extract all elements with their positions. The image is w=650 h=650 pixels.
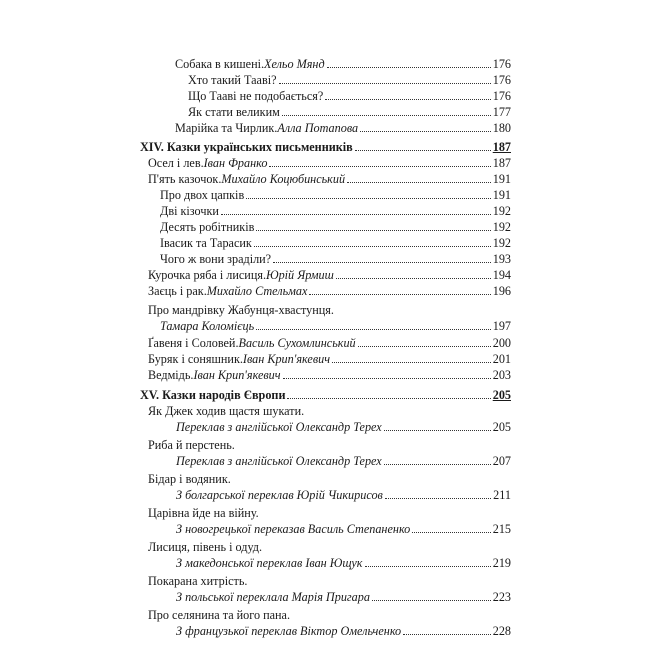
toc-entry	[176, 555, 511, 571]
entry-translator: Переклав з англійської Олександр Терех	[176, 454, 382, 468]
entry-title: Про двох цапків	[160, 188, 245, 202]
entry-title: Заєць і рак.	[148, 284, 207, 298]
entry-page: 177	[492, 105, 511, 119]
entry-author: Михайло Стельмах	[206, 284, 308, 298]
entry-translator: З македонської переклав Іван Ющук	[176, 556, 363, 570]
entry-page: 207	[492, 454, 511, 468]
dot-leader	[282, 115, 491, 116]
dot-leader	[332, 362, 491, 363]
entry-title: П'ять казочок.	[148, 172, 222, 186]
toc-entry	[148, 283, 511, 299]
entry-page: 203	[492, 368, 511, 382]
toc-entry	[148, 171, 511, 187]
entry-page: 196	[492, 284, 511, 298]
dot-leader	[246, 198, 491, 199]
toc-entry	[160, 318, 511, 334]
toc-entry	[176, 453, 511, 469]
entry-title: Осел і лев.	[148, 156, 204, 170]
section-heading	[140, 387, 511, 403]
entry-title: Покарана хитрість.	[148, 574, 248, 588]
dot-leader	[283, 378, 491, 379]
entry-title: Дві кізочки	[160, 204, 219, 218]
entry-title: Собака в кишені.	[175, 57, 265, 71]
entry-page: 205	[492, 420, 511, 434]
dot-leader	[384, 430, 491, 431]
entry-translator: З польської переклала Марія Пригара	[176, 590, 370, 604]
dot-leader	[256, 329, 491, 330]
entry-author: Іван Франко	[203, 156, 268, 170]
entry-page: 192	[492, 204, 511, 218]
entry-title: Як стати великим	[188, 105, 280, 119]
dot-leader	[360, 131, 491, 132]
entry-page: 180	[492, 121, 511, 135]
toc-entry	[175, 56, 511, 72]
toc-entry	[176, 487, 511, 503]
entry-author: Хельо Мянд	[264, 57, 325, 71]
entry-page: 211	[493, 488, 511, 502]
dot-leader	[384, 464, 491, 465]
entry-page: 176	[492, 57, 511, 71]
dot-leader	[336, 278, 491, 279]
section-page: 187	[492, 140, 511, 154]
dot-leader	[355, 150, 491, 151]
entry-page: 176	[492, 89, 511, 103]
entry-title: Ведмідь.	[148, 368, 194, 382]
entry-page: 201	[492, 352, 511, 366]
entry-page: 192	[492, 220, 511, 234]
dot-leader	[358, 346, 491, 347]
dot-leader	[385, 498, 491, 499]
toc-entry	[160, 235, 511, 251]
entry-page: 193	[492, 252, 511, 266]
dot-leader	[347, 182, 491, 183]
entry-title: Десять робітників	[160, 220, 255, 234]
entry-title: Хто такий Тааві?	[188, 73, 277, 87]
section-page: 205	[492, 388, 511, 402]
dot-leader	[269, 166, 490, 167]
entry-author: Іван Крип'якевич	[242, 352, 331, 366]
section-heading	[140, 139, 511, 155]
dot-leader	[412, 532, 490, 533]
toc-entry	[148, 267, 511, 283]
dot-leader	[287, 398, 490, 399]
entry-translator: З болгарської переклав Юрій Чикирисов	[176, 488, 383, 502]
entry-title: Буряк і соняшник.	[148, 352, 243, 366]
entry-title: Царівна йде на війну.	[148, 506, 259, 520]
toc-entry	[188, 88, 511, 104]
entry-translator: З новогрецької переказав Василь Степаненко	[176, 522, 411, 536]
toc-entry	[148, 335, 511, 351]
entry-title: Що Тааві не подобається?	[188, 89, 324, 103]
entry-title: Лисиця, півень і одуд.	[148, 540, 263, 554]
entry-page: 191	[492, 172, 511, 186]
entry-translator: Переклав з англійської Олександр Терех	[176, 420, 382, 434]
entry-page: 228	[492, 624, 511, 638]
dot-leader	[327, 67, 491, 68]
entry-page: 215	[492, 522, 511, 536]
entry-author: Михайло Коцюбинський	[221, 172, 346, 186]
dot-leader	[309, 294, 490, 295]
entry-page: 187	[492, 156, 511, 170]
entry-title: Бідар і водяник.	[148, 472, 231, 486]
entry-page: 219	[492, 556, 511, 570]
dot-leader	[254, 246, 491, 247]
toc-entry	[160, 187, 511, 203]
toc-entry	[148, 367, 511, 383]
entry-page: 176	[492, 73, 511, 87]
entry-page: 194	[492, 268, 511, 282]
toc-entry	[176, 419, 511, 435]
toc-entry	[175, 120, 511, 136]
entry-author: Іван Крип'якевич	[193, 368, 281, 382]
entry-author: Тамара Коломієць	[160, 319, 255, 333]
dot-leader	[372, 600, 491, 601]
entry-title: Івасик та Тарасик	[160, 236, 252, 250]
entry-title: Ґавеня і Соловей.	[148, 336, 239, 350]
dot-leader	[325, 99, 490, 100]
dot-leader	[279, 83, 491, 84]
entry-translator: З французької переклав Віктор Омельченко	[176, 624, 402, 638]
entry-page: 223	[492, 590, 511, 604]
dot-leader	[221, 214, 491, 215]
entry-title: Марійка та Чирлик.	[175, 121, 278, 135]
entry-title: Як Джек ходив щастя шукати.	[148, 404, 305, 418]
toc-entry	[148, 351, 511, 367]
entry-author: Алла Потапова	[277, 121, 359, 135]
entry-author: Юрій Ярмиш	[266, 268, 334, 282]
entry-page: 192	[492, 236, 511, 250]
entry-title: Риба й перстень.	[148, 438, 235, 452]
toc-entry	[148, 155, 511, 171]
entry-page: 191	[492, 188, 511, 202]
entry-title: Чого ж вони зраділи?	[160, 252, 272, 266]
dot-leader	[365, 566, 491, 567]
toc-entry	[160, 251, 511, 267]
entry-title: Про селянина та його пана.	[148, 608, 291, 622]
toc-entry	[176, 623, 511, 639]
toc-entry	[188, 72, 511, 88]
entry-page: 197	[492, 319, 511, 333]
entry-title: Про мандрівку Жабунця-хвастунця.	[148, 303, 334, 317]
entry-author: Василь Сухомлинський	[238, 336, 356, 350]
entry-title: Курочка ряба і лисиця.	[148, 268, 266, 282]
dot-leader	[256, 230, 490, 231]
section-title: XIV. Казки українських письменників	[140, 140, 353, 154]
toc-entry	[188, 104, 511, 120]
dot-leader	[273, 262, 491, 263]
section-title: XV. Казки народів Європи	[140, 388, 286, 402]
dot-leader	[403, 634, 491, 635]
toc-entry	[160, 219, 511, 235]
toc-entry	[176, 589, 511, 605]
toc-entry	[176, 521, 511, 537]
entry-page: 200	[492, 336, 511, 350]
toc-entry	[160, 203, 511, 219]
